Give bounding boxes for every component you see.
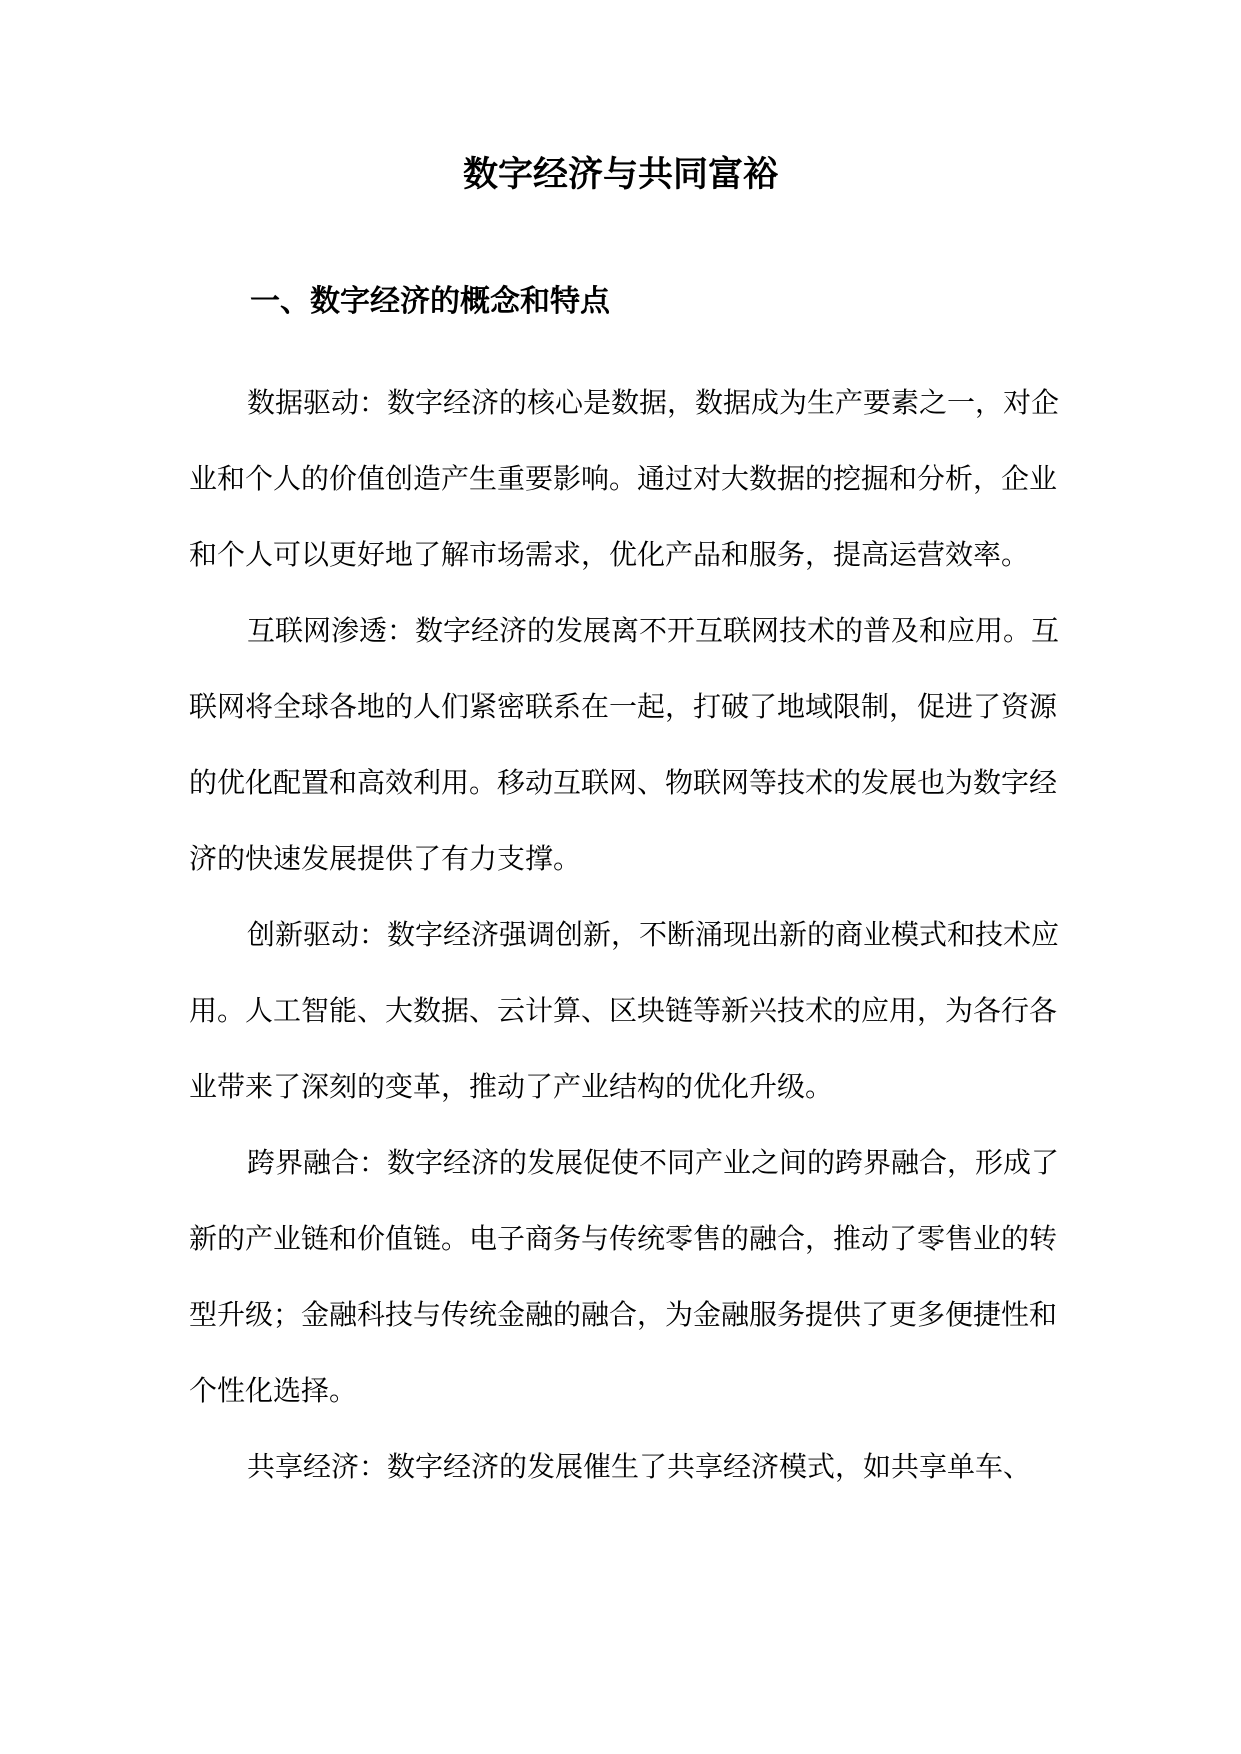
paragraph-innovation-driven: 创新驱动：数字经济强调创新，不断涌现出新的商业模式和技术应用。人工智能、大数据、云计算、区块链等新兴技术的应用，为各行各业带来了深刻的变革，推动了产业结构的优化升级。 (189, 918, 1060, 1103)
body-text (189, 365, 1069, 1505)
paragraph-cross-border-integration: 跨界融合：数字经济的发展促使不同产业之间的跨界融合，形成了新的产业链和价值链。电子商务与传统零售的融合，推动了零售业的转型升级；金融科技与传统金融的融合，为金融服务提供了更多便捷性和个性化选择。 (189, 1146, 1060, 1407)
paragraph-internet-penetration: 互联网渗透：数字经济的发展离不开互联网技术的普及和应用。互联网将全球各地的人们紧密联系在一起，打破了地域限制，促进了资源的优化配置和高效利用。移动互联网、物联网等技术的发展也为数字经济的快速发展提供了有力支撑。 (189, 614, 1060, 875)
paragraph-data-driven: 数据驱动：数字经济的核心是数据，数据成为生产要素之一，对企业和个人的价值创造产生重要影响。通过对大数据的挖掘和分析，企业和个人可以更好地了解市场需求，优化产品和服务，提高运营效率。 (189, 386, 1060, 571)
section-heading: 一、数字经济的概念和特点 (250, 284, 610, 319)
document-title: 数字经济与共同富裕 (462, 155, 778, 195)
paragraph-sharing-economy: 共享经济：数字经济的发展催生了共享经济模式，如共享单车、 (247, 1450, 1032, 1483)
